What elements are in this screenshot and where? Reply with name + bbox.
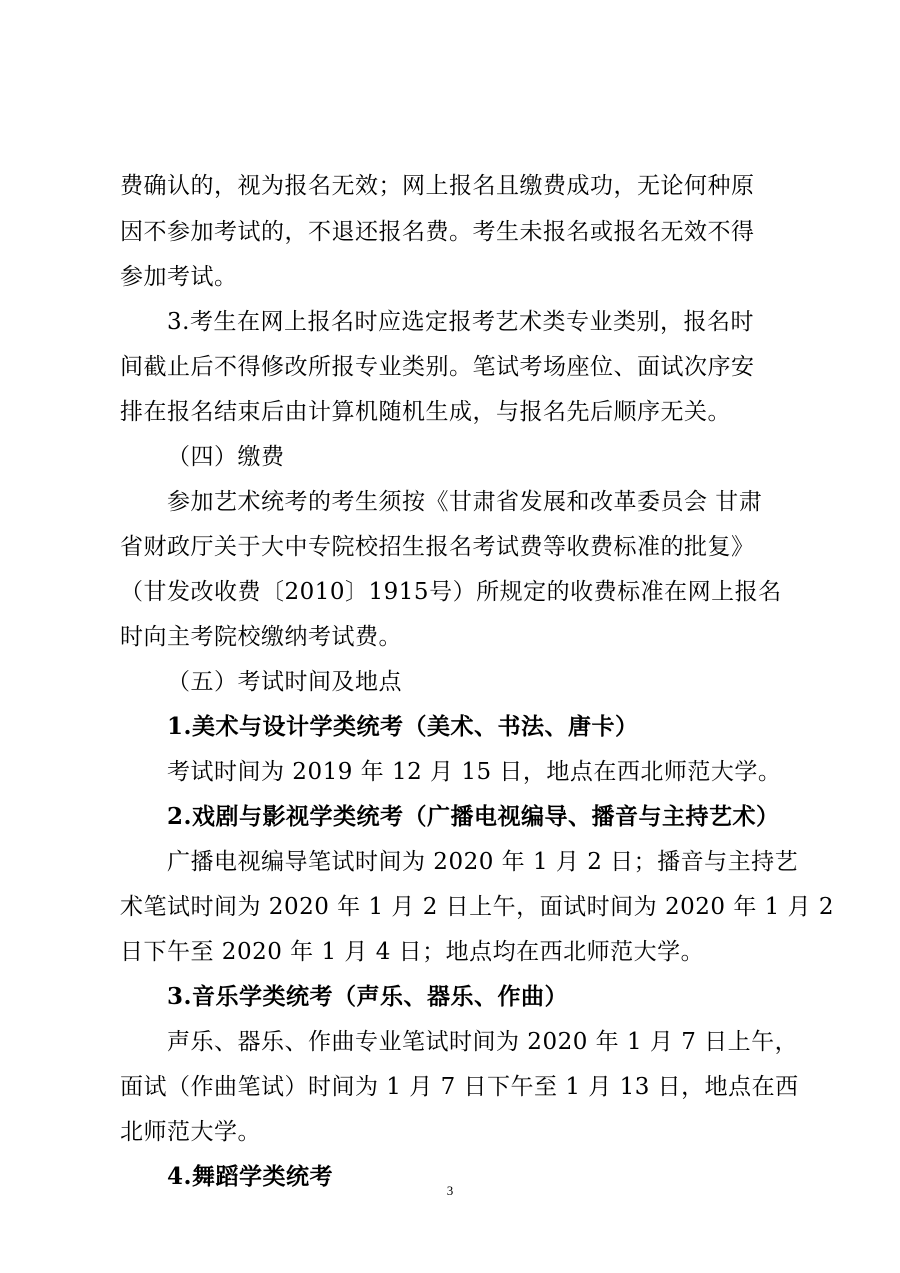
- section-heading: （四）缴费: [167, 444, 285, 470]
- paragraph-line: 日下午至 2020 年 1 月 4 日；地点均在西北师范大学。: [120, 939, 705, 965]
- paragraph-line: （甘发改收费〔2010〕1915号）所规定的收费标准在网上报名: [120, 579, 782, 605]
- paragraph-line: 面试（作曲笔试）时间为 1 月 7 日下午至 1 月 13 日，地点在西: [120, 1074, 799, 1100]
- paragraph-line: 考试时间为 2019 年 12 月 15 日，地点在西北师范大学。: [167, 759, 782, 785]
- paragraph-line: 因不参加考试的，不退还报名费。考生未报名或报名无效不得: [120, 219, 755, 245]
- paragraph-line: 3.考生在网上报名时应选定报考艺术类专业类别，报名时: [167, 309, 754, 335]
- paragraph-line: 费确认的，视为报名无效；网上报名且缴费成功，无论何种原: [120, 173, 755, 199]
- paragraph-line: 间截止后不得修改所报专业类别。笔试考场座位、面试次序安: [120, 354, 755, 380]
- paragraph-line: 参加考试。: [120, 264, 238, 290]
- subsection-heading: 2.戏剧与影视学类统考（广播电视编导、播音与主持艺术）: [167, 803, 780, 830]
- section-heading: （五）考试时间及地点: [167, 669, 402, 695]
- subsection-heading: 3.音乐学类统考（声乐、器乐、作曲）: [167, 983, 569, 1010]
- paragraph-line: 时向主考院校缴纳考试费。: [120, 624, 402, 650]
- paragraph-line: 北师范大学。: [120, 1119, 261, 1145]
- paragraph-line: 参加艺术统考的考生须按《甘肃省发展和改革委员会 甘肃: [167, 489, 763, 515]
- paragraph-line: 省财政厅关于大中专院校招生报名考试费等收费标准的批复》: [120, 534, 755, 560]
- paragraph-line: 声乐、器乐、作曲专业笔试时间为 2020 年 1 月 7 日上午，: [167, 1029, 799, 1055]
- subsection-heading: 1.美术与设计学类统考（美术、书法、唐卡）: [167, 713, 639, 740]
- page-number: 3: [446, 1183, 454, 1198]
- paragraph-line: 排在报名结束后由计算机随机生成，与报名先后顺序无关。: [120, 399, 731, 425]
- paragraph-line: 术笔试时间为 2020 年 1 月 2 日上午，面试时间为 2020 年 1 月 2: [120, 894, 835, 920]
- subsection-heading: 4.舞蹈学类统考: [167, 1163, 334, 1190]
- paragraph-line: 广播电视编导笔试时间为 2020 年 1 月 2 日；播音与主持艺: [167, 849, 799, 875]
